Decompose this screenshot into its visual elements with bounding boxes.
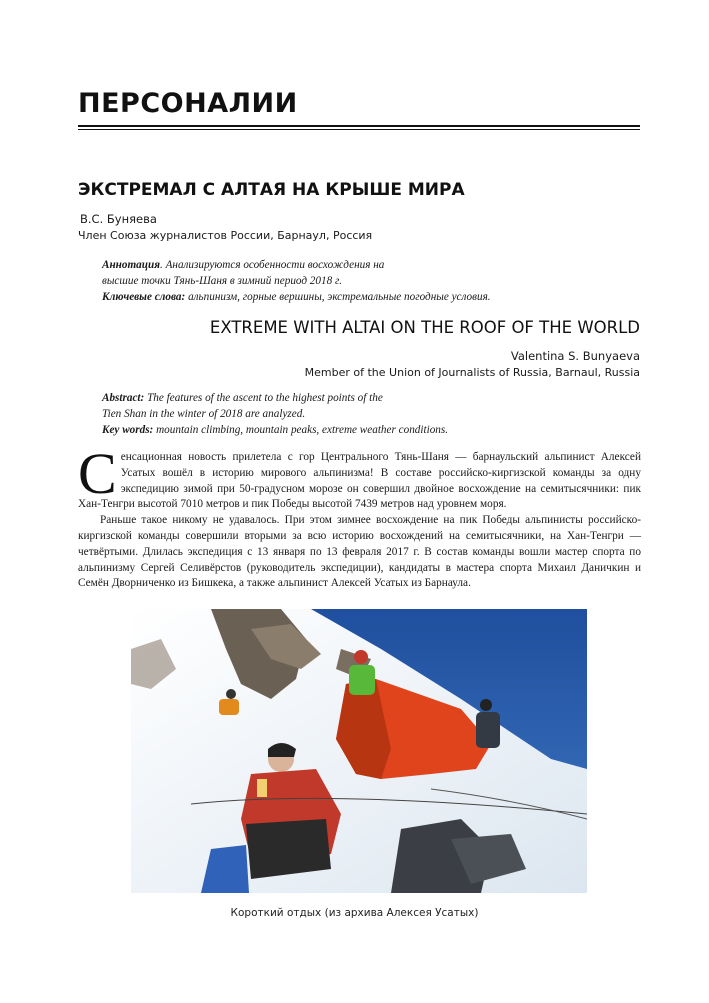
photo-caption: Короткий отдых (из архива Алексея Усатых): [230, 907, 479, 919]
abstract-text-ru-2: высшие точки Тянь-Шаня в зимний период 2018 г.: [102, 275, 342, 287]
body-paragraph-2: Раньше такое никому не удавалось. При этом зимнее восхождение на пик Победы альпинисты российско-киргизской команды совершили вторыми за всю историю восхождений на семитысячники, на Хан-Тенгри — четвёртыми. Длилась экспедиция с 13 января по 13 февраля 2017 г. В состав команды вошли мастер спорта по альпинизму Сергей Селивёрстов (руководитель экспедиции), кандидаты в мастера спорта Михаил Даничкин и Семён Дворниченко из Бишкека, а также альпинист Алексей Усатых из Барнаула.: [78, 514, 641, 590]
section-rule-thin: [78, 129, 640, 130]
abstract-text-ru-1: . Анализируются особенности восхождения на: [159, 259, 385, 271]
abstract-label-ru: Аннотация: [102, 259, 160, 271]
article-body: [78, 441, 641, 592]
abstract-text-en-2: Tien Shan in the winter of 2018 are analyzed.: [102, 408, 306, 420]
expedition-photo: [131, 609, 587, 893]
keywords-label-en: Key words:: [102, 424, 154, 436]
author-en: Valentina S. Bunyaeva: [510, 349, 640, 363]
abstract-text-en-1: The features of the ascent to the highest points of the: [144, 392, 383, 404]
keywords-label-ru: Ключевые слова:: [102, 291, 186, 303]
abstract-en: [102, 390, 572, 438]
abstract-ru: [102, 257, 572, 305]
article-title-en: EXTREME WITH ALTAI ON THE ROOF OF THE WORLD: [209, 318, 640, 337]
article-title-ru: ЭКСТРЕМАЛ С АЛТАЯ НА КРЫШЕ МИРА: [78, 180, 465, 200]
body-paragraph-1-text: енсационная новость прилетела с гор Центрального Тянь-Шаня — барнаульский альпинист Алексей Усатых вошёл в историю мирового альпинизма! В составе российско-киргизской команды за одну экспедицию зимой при 50-градусном морозе он совершил двойное восхождение на семитысячники: пик Хан-Тенгри высотой 7010 метров и пик Победы высотой 7439 метров над уровнем моря.: [78, 451, 641, 511]
author-ru: В.С. Буняева: [80, 212, 157, 226]
body-paragraph-1: [78, 441, 641, 513]
abstract-label-en: Abstract:: [102, 392, 145, 404]
section-rule: [78, 125, 640, 127]
section-title: ПЕРСОНАЛИИ: [78, 88, 298, 119]
affiliation-ru: Член Союза журналистов России, Барнаул, Россия: [78, 229, 373, 242]
affiliation-en: Member of the Union of Journalists of Russia, Barnaul, Russia: [304, 366, 640, 379]
keywords-en: mountain climbing, mountain peaks, extreme weather conditions.: [153, 424, 449, 436]
keywords-ru: альпинизм, горные вершины, экстремальные погодные условия.: [185, 291, 491, 303]
dropcap: С: [78, 441, 117, 506]
